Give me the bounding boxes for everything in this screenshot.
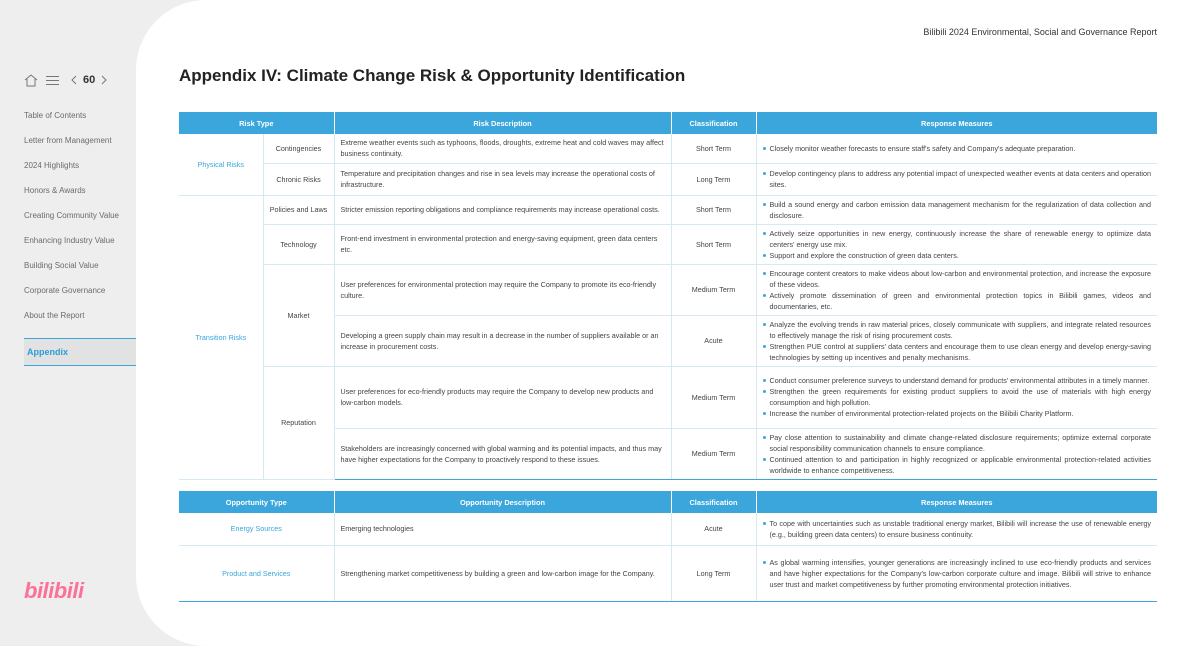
risk-table-header [179, 112, 1157, 134]
report-title: Bilibili 2024 Environmental, Social and Governance Report [923, 27, 1157, 37]
risk-description: User preferences for eco-friendly products may require the Company to develop new products and low-carbon models. [334, 366, 671, 428]
measure-item: Pay close attention to sustainability and climate change-related disclosure requirements; optimize external corporate social responsibility communication channels to ensure compliance. [763, 432, 1152, 454]
risk-description: User preferences for environmental protection may require the Company to promote its eco-friendly culture. [334, 264, 671, 315]
response-measures [756, 163, 1157, 195]
toc-list [24, 110, 136, 335]
response-measures [756, 195, 1157, 224]
classification: Long Term [671, 163, 756, 195]
table-row [179, 134, 1157, 163]
risk-table [179, 112, 1157, 480]
response-measures [756, 545, 1157, 601]
risk-description: Stakeholders are increasingly concerned with global warming and its potential impacts, and thus may have higher expectations for the Company to proactively respond to these issues. [334, 428, 671, 479]
measure-item: To cope with uncertainties such as unstable traditional energy market, Bilibili will increase the use of renewable energy (e.g., building green data centers) to ensure business continuity. [763, 518, 1152, 540]
table-row [179, 545, 1157, 601]
toc-item[interactable]: Enhancing Industry Value [24, 236, 115, 245]
risk-description: Extreme weather events such as typhoons, floods, droughts, extreme heat and cold waves may affect business continuity. [334, 134, 671, 163]
classification: Short Term [671, 195, 756, 224]
measure-item: Analyze the evolving trends in raw material prices, closely communicate with suppliers, and integrate related resources to effectively manage the risk of rising procurement costs. [763, 319, 1152, 341]
measure-item: Encourage content creators to make videos about low-carbon and environmental protection, and increase the exposure of these videos. [763, 268, 1152, 290]
opportunity-description: Strengthening market competitiveness by building a green and low-carbon image for the Company. [334, 545, 671, 601]
risk-subtype: Contingencies [263, 134, 334, 163]
risk-subtype: Reputation [263, 366, 334, 479]
toc-item[interactable]: About the Report [24, 311, 85, 320]
opportunity-table-header [179, 491, 1157, 513]
toc-item[interactable]: Honors & Awards [24, 186, 86, 195]
table-row [179, 513, 1157, 545]
measure-item: As global warming intensifies, younger generations are increasingly inclined to use eco-friendly products and services and have higher expectations for the Company's low-carbon corporate culture and image. Bilibili will strive to enhance user trust and market competitiveness by further promoting environmental protection initiatives. [763, 557, 1152, 590]
opportunity-type: Product and Services [179, 545, 334, 601]
measure-item: Actively promote dissemination of green and environmental protection topics in Bilibili games, videos and documentaries, etc. [763, 290, 1152, 312]
risk-type-physical: Physical Risks [179, 134, 263, 195]
response-measures [756, 366, 1157, 428]
table-row [179, 224, 1157, 264]
response-measures [756, 134, 1157, 163]
header-cell: Opportunity Type [179, 491, 334, 513]
table-row [179, 264, 1157, 315]
measure-item: Build a sound energy and carbon emission data management mechanism for the regularization of data collection and disclosure. [763, 199, 1152, 221]
measure-item: Increase the number of environmental protection-related projects on the Bilibili Charity Platform. [763, 408, 1152, 419]
header-cell: Classification [671, 491, 756, 513]
risk-description: Developing a green supply chain may result in a decrease in the number of suppliers available or an increase in procurement costs. [334, 315, 671, 366]
chevron-right-icon[interactable] [101, 75, 107, 85]
toc-item[interactable]: 2024 Highlights [24, 161, 80, 170]
home-icon[interactable] [24, 74, 38, 87]
response-measures [756, 264, 1157, 315]
toc-item[interactable]: Building Social Value [24, 261, 99, 270]
classification: Acute [671, 513, 756, 545]
measure-item: Closely monitor weather forecasts to ensure staff's safety and Company's adequate preparation. [763, 143, 1152, 154]
classification: Medium Term [671, 264, 756, 315]
chevron-left-icon[interactable] [71, 75, 77, 85]
classification: Short Term [671, 134, 756, 163]
table-row [179, 163, 1157, 195]
risk-subtype: Chronic Risks [263, 163, 334, 195]
classification: Acute [671, 315, 756, 366]
response-measures [756, 224, 1157, 264]
opportunity-description: Emerging technologies [334, 513, 671, 545]
table-row [179, 366, 1157, 428]
header-cell: Risk Description [334, 112, 671, 134]
measure-item: Support and explore the construction of green data centers. [763, 250, 1152, 261]
response-measures [756, 315, 1157, 366]
measure-item: Conduct consumer preference surveys to understand demand for products' environmental attributes in a timely manner. [763, 375, 1152, 386]
measure-item: Strengthen the green requirements for existing product suppliers to avoid the use of materials with high energy consumption and high pollution. [763, 386, 1152, 408]
toc-item[interactable]: Creating Community Value [24, 211, 120, 220]
risk-description: Front-end investment in environmental protection and energy-saving equipment, green data centers etc. [334, 224, 671, 264]
menu-icon[interactable] [46, 75, 59, 86]
risk-type-transition: Transition Risks [179, 195, 263, 479]
risk-subtype: Technology [263, 224, 334, 264]
risk-description: Temperature and precipitation changes and rise in sea levels may increase the operational costs of infrastructure. [334, 163, 671, 195]
header-cell: Response Measures [756, 491, 1157, 513]
toc-item[interactable]: Corporate Governance [24, 286, 106, 295]
header-cell: Opportunity Description [334, 491, 671, 513]
opportunity-table [179, 491, 1157, 602]
table-row [179, 195, 1157, 224]
measure-item: Actively seize opportunities in new energy, continuously increase the share of renewable energy to optimize data centers' energy use mix. [763, 228, 1152, 250]
classification: Medium Term [671, 428, 756, 479]
measure-item: Develop contingency plans to address any potential impact of unexpected weather events at data centers and operation sites. [763, 168, 1152, 190]
toc-item[interactable]: Table of Contents [24, 111, 87, 120]
header-cell: Response Measures [756, 112, 1157, 134]
page-title: Appendix IV: Climate Change Risk & Opportunity Identification [179, 66, 686, 85]
response-measures [756, 428, 1157, 479]
opportunity-type: Energy Sources [179, 513, 334, 545]
page-nav [24, 72, 107, 88]
classification: Long Term [671, 545, 756, 601]
measure-item: Strengthen PUE control at suppliers' data centers and encourage them to use clean energy and develop energy-saving technologies by setting up incentives and penalty mechanisms. [763, 341, 1152, 363]
risk-subtype: Policies and Laws [263, 195, 334, 224]
header-cell: Classification [671, 112, 756, 134]
risk-description: Stricter emission reporting obligations and compliance requirements may increase operational costs. [334, 195, 671, 224]
toc-item[interactable]: Letter from Management [24, 136, 112, 145]
header-cell: Risk Type [179, 112, 334, 134]
page-number: 60 [83, 74, 96, 86]
sidebar [0, 0, 150, 646]
measure-item: Continued attention to and participation in highly recognized or applicable environmental protection-related activities worldwide to enhance competitiveness. [763, 454, 1152, 476]
risk-subtype: Market [263, 264, 334, 366]
response-measures [756, 513, 1157, 545]
classification: Medium Term [671, 366, 756, 428]
toc-item-appendix-active[interactable]: Appendix [24, 338, 136, 366]
main-content [136, 0, 1200, 646]
classification: Short Term [671, 224, 756, 264]
bilibili-logo: bilibili [24, 578, 84, 603]
